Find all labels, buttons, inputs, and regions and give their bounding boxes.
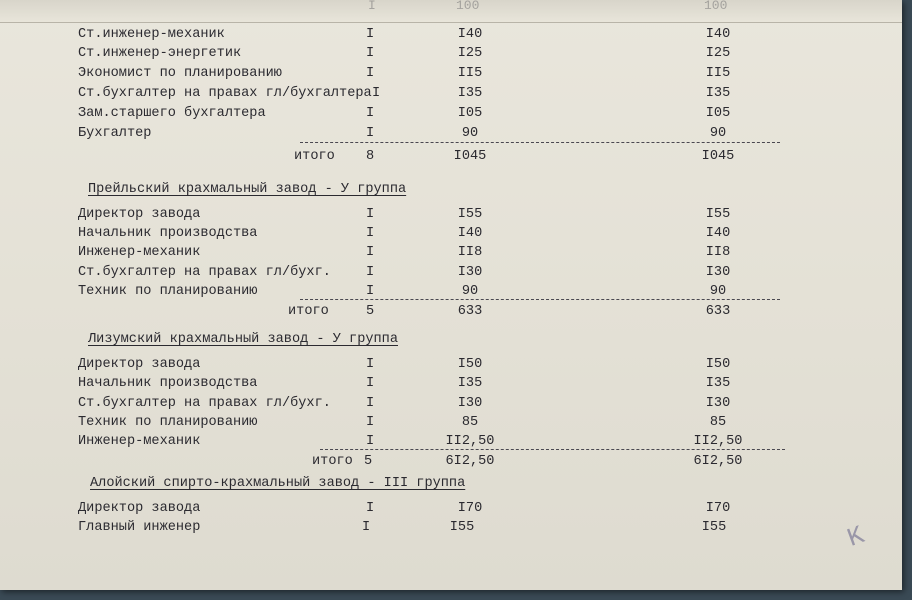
position-count: I [372, 86, 381, 101]
section-heading: Алойский спирто-крахмальный завод - III группа [90, 476, 466, 491]
position-name: Техник по планированию [78, 284, 258, 299]
ghost-count: I [368, 0, 376, 13]
total-row [0, 302, 900, 321]
table-row [0, 374, 900, 393]
position-count-wrap [372, 84, 392, 103]
salary-value: I40 [457, 226, 483, 241]
position-count: I [366, 106, 375, 121]
salary-value: I35 [457, 376, 483, 391]
salary-value-total: I30 [705, 265, 731, 280]
total-value: 6I2,50 [445, 454, 495, 469]
table-row [0, 243, 900, 262]
position-name: Инженер-механик [78, 245, 201, 260]
salary-value: 90 [461, 126, 479, 141]
position-name: Инженер-механик [78, 434, 201, 449]
table-row [0, 205, 900, 224]
salary-value-total: 85 [709, 415, 727, 430]
position-count: I [366, 46, 375, 61]
salary-value: II8 [457, 245, 483, 260]
salary-value: I55 [457, 207, 483, 222]
position-name: Техник по планированию [78, 415, 258, 430]
salary-value-total: I05 [705, 106, 731, 121]
total-value-2: 6I2,50 [693, 454, 743, 469]
salary-value: I30 [457, 265, 483, 280]
position-count: I [366, 207, 375, 222]
table-row [0, 499, 900, 518]
position-name: Главный инженер [78, 520, 201, 535]
position-count: I [362, 520, 371, 535]
position-count: I [366, 284, 375, 299]
position-name: Ст.инженер-механик [78, 27, 225, 42]
salary-value-total: 90 [709, 126, 727, 141]
table-row [0, 124, 900, 143]
position-count: I [366, 415, 375, 430]
table-row [0, 64, 900, 83]
table-row [0, 355, 900, 374]
position-count: I [366, 245, 375, 260]
table-row [0, 518, 900, 537]
total-value-2: I045 [701, 149, 735, 164]
salary-value-total: I40 [705, 226, 731, 241]
position-name: Зам.старшего бухгалтера [78, 106, 266, 121]
total-row [0, 452, 900, 471]
position-count: I [366, 376, 375, 391]
salary-value-total: II2,50 [693, 434, 743, 449]
salary-value-total: I55 [705, 207, 731, 222]
salary-value-total: I25 [705, 46, 731, 61]
separator-line [300, 299, 780, 300]
table-row [0, 394, 900, 413]
salary-value: I50 [457, 357, 483, 372]
position-name: Начальник производства [78, 376, 258, 391]
total-label: итого [294, 149, 335, 164]
position-count: I [366, 396, 375, 411]
total-count: 5 [366, 304, 375, 319]
position-name: Начальник производства [78, 226, 258, 241]
table-row [0, 263, 900, 282]
ghost-value-1: 100 [456, 0, 480, 13]
salary-value: I70 [457, 501, 483, 516]
position-name: Директор завода [78, 501, 201, 516]
salary-value: I25 [457, 46, 483, 61]
salary-value-total: 90 [709, 284, 727, 299]
position-count: I [366, 27, 375, 42]
table-row [0, 84, 900, 103]
salary-value: I55 [449, 520, 475, 535]
salary-value-total: II5 [705, 66, 731, 81]
table-row [0, 25, 900, 44]
salary-value: I30 [457, 396, 483, 411]
section-heading: Лизумский крахмальный завод - У группа [88, 332, 398, 347]
salary-value: II2,50 [445, 434, 495, 449]
table-row [0, 224, 900, 243]
position-name: Директор завода [78, 357, 201, 372]
salary-value: 90 [461, 284, 479, 299]
salary-value: 85 [461, 415, 479, 430]
salary-value: I40 [457, 27, 483, 42]
salary-value-total: I50 [705, 357, 731, 372]
position-count: I [366, 357, 375, 372]
total-count: 8 [366, 149, 375, 164]
salary-value-total: I70 [705, 501, 731, 516]
position-name: Бухгалтер [78, 126, 152, 141]
salary-value-total: I35 [705, 376, 731, 391]
total-row [0, 147, 900, 166]
total-value: I045 [453, 149, 487, 164]
table-row [0, 44, 900, 63]
separator-line [320, 449, 785, 450]
position-name: Ст.бухгалтер на правах гл/бухг. [78, 396, 331, 411]
position-name: Экономист по планированию [78, 66, 282, 81]
previous-page-edge [0, 0, 902, 23]
position-name: Ст.бухгалтер на правах гл/бухг. [78, 265, 331, 280]
position-count: I [366, 501, 375, 516]
salary-value: II5 [457, 66, 483, 81]
salary-value-total: I35 [705, 86, 731, 101]
total-count: 5 [364, 454, 373, 469]
salary-value-total: I30 [705, 396, 731, 411]
table-row [0, 104, 900, 123]
handwritten-mark: K [843, 520, 869, 554]
salary-value-total: II8 [705, 245, 731, 260]
section-heading: Прейльский крахмальный завод - У группа [88, 182, 407, 197]
ghost-value-2: 100 [704, 0, 728, 13]
position-name: Ст.бухгалтер на правах гл/бухгалтера [78, 86, 372, 101]
position-name: Директор завода [78, 207, 201, 222]
position-count: I [366, 265, 375, 280]
position-name: Ст.инженер-энергетик [78, 46, 242, 61]
salary-value-total: I40 [705, 27, 731, 42]
position-count: I [366, 126, 375, 141]
position-count: I [366, 434, 375, 449]
salary-value: I05 [457, 106, 483, 121]
total-label: итого [312, 454, 353, 469]
total-label: итого [288, 304, 329, 319]
total-value-2: 633 [705, 304, 731, 319]
total-value: 633 [457, 304, 483, 319]
table-row [0, 413, 900, 432]
salary-value: I35 [457, 86, 483, 101]
separator-line [300, 142, 780, 143]
position-count: I [366, 226, 375, 241]
salary-value-total: I55 [701, 520, 727, 535]
position-count: I [366, 66, 375, 81]
